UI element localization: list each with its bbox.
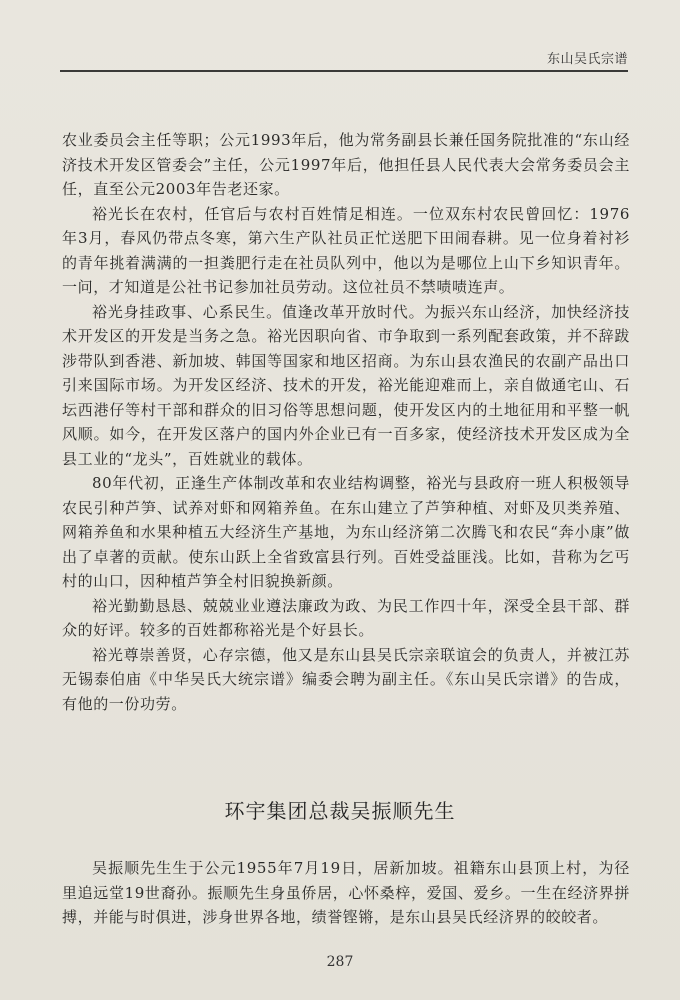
- page-number: 287: [326, 954, 354, 970]
- paragraph: 裕光尊崇善贤，心存宗德，他又是东山县吴氏宗亲联谊会的负责人，并被江苏无锡泰伯庙《中华吴氏大统宗谱》编委会聘为副主任。《东山吴氏宗谱》的告成，有他的一份功劳。: [62, 645, 630, 713]
- paragraph: 裕光长在农村，任官后与农村百姓情足相连。一位双东村农民曾回忆：1976年3月，春风仍带点冬寒，第六生产队社员正忙送肥下田闹春耕。见一位身着衬衫的青年挑着满满的一担粪肥行走在社员队列中，他以为是哪位上山下乡知识青年。一问，才知道是公社书记参加社员劳动。这位社员不禁啧啧连声。: [62, 204, 630, 296]
- section-heading: 环宇集团总裁吴振顺先生: [224, 799, 456, 823]
- header-rule: [60, 70, 628, 72]
- section-body-text: [62, 856, 630, 930]
- paragraph-continued: 农业委员会主任等职；公元1993年后，他为常务副县长兼任国务院批准的“东山经济技术开发区管委会”主任，公元1997年后，他担任县人民代表大会常务委员会主任，直至公元2003年告老还家。: [62, 131, 630, 198]
- paragraph: 裕光身挂政事、心系民生。值逢改革开放时代。为振兴东山经济，加快经济技术开发区的开发是当务之急。裕光因职向省、市争取到一系列配套政策，并不辞跋涉带队到香港、新加坡、韩国等国家和地区招商。为东山县农渔民的农副产品出口引来国际市场。为开发区经济、技术的开发，裕光能迎难而上，亲自做通宅山、石坛西港仔等村干部和群众的旧习俗等思想问题，使开发区内的土地征用和平整一帆风顺。如今，在开发区落户的国内外企业已有一百多家，使经济技术开发区成为全县工业的“龙头”，百姓就业的载体。: [62, 302, 630, 468]
- paragraph: 吴振顺先生生于公元1955年7月19日，居新加坡。祖籍东山县顶上村，为径里追远堂19世裔孙。振顺先生身虽侨居，心怀桑梓，爱国、爱乡。一生在经济界拼搏，并能与时俱进，涉身世界各地，绩誉铿锵，是东山县吴氏经济界的皎皎者。: [62, 859, 630, 926]
- main-body-text: [62, 128, 630, 716]
- running-header-title: 东山吴氏宗谱: [546, 52, 628, 67]
- paragraph: 裕光勤勤恳恳、兢兢业业遵法廉政为政、为民工作四十年，深受全县干部、群众的好评。较多的百姓都称裕光是个好县长。: [62, 596, 630, 639]
- paragraph: 80年代初，正逢生产体制改革和农业结构调整，裕光与县政府一班人积极领导农民引种芦笋、试养对虾和网箱养鱼。在东山建立了芦笋种植、对虾及贝类养殖、网箱养鱼和水果种植五大经济生产基地，为东山经济第二次腾飞和农民“奔小康”做出了卓著的贡献。使东山跃上全省致富县行列。百姓受益匪浅。比如，昔称为乞丐村的山口，因种植芦笋全村旧貌换新颜。: [62, 474, 630, 590]
